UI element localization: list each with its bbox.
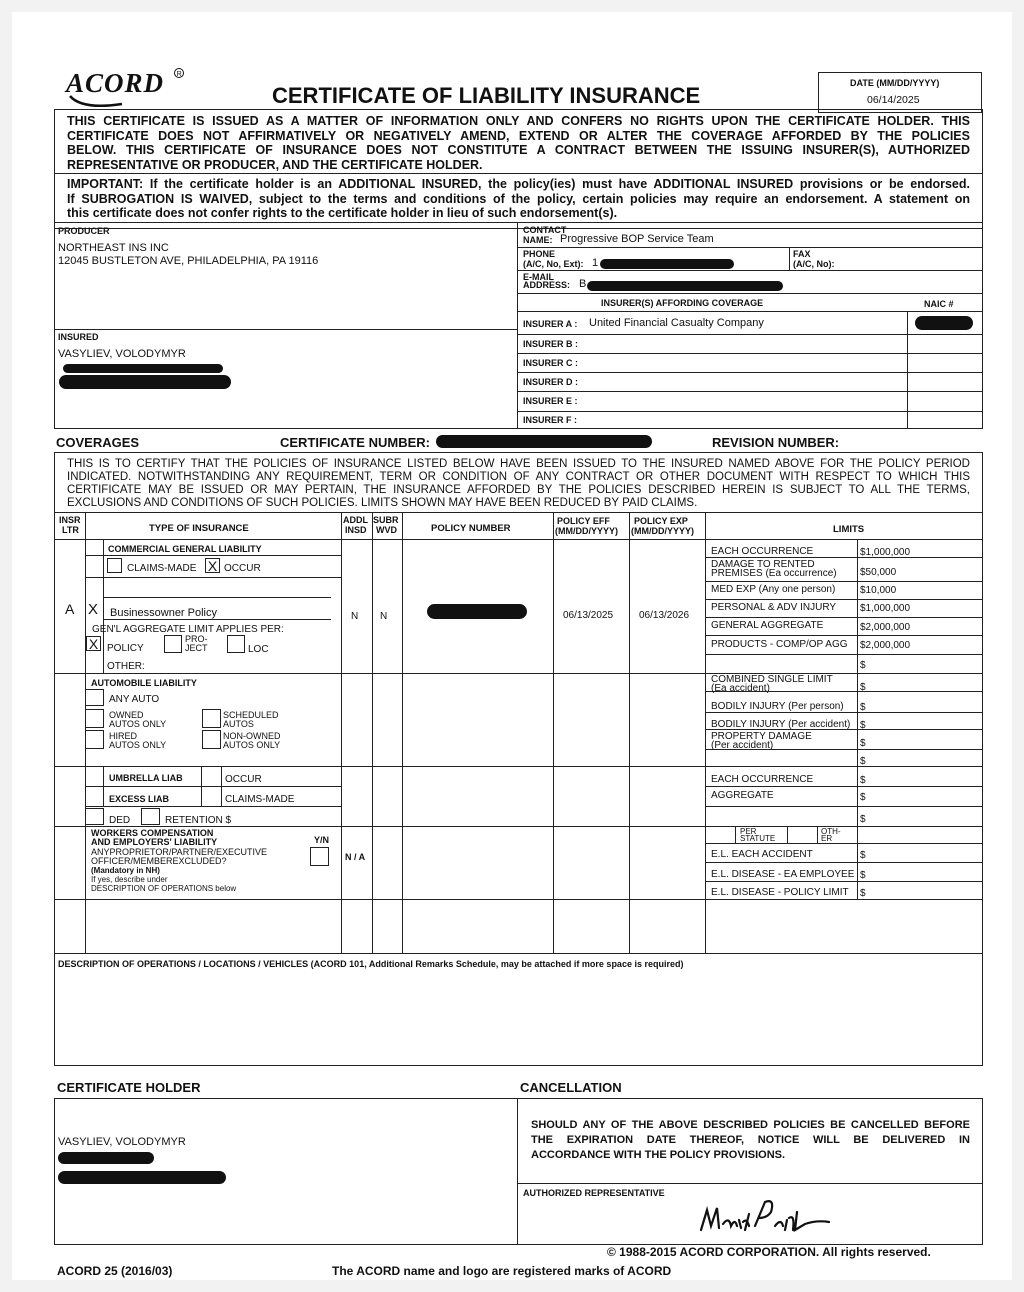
cancellation-label: CANCELLATION — [520, 1080, 622, 1095]
limit-value: $ — [860, 775, 866, 786]
date-box — [818, 72, 982, 113]
insured-name: VASYLIEV, VOLODYMYR — [58, 348, 186, 360]
insurer-d-label: INSURER D : — [523, 377, 579, 387]
email-label: ADDRESS: — [523, 280, 571, 290]
col-insr: INSR — [59, 515, 81, 525]
col-addl: ADDL — [343, 515, 368, 525]
limit-label: PROPERTY DAMAGE — [711, 731, 812, 742]
limit-label: GENERAL AGGREGATE — [711, 620, 824, 631]
holder-name: VASYLIEV, VOLODYMYR — [58, 1136, 186, 1148]
other-label: OTHER: — [107, 661, 145, 672]
policy-checkbox[interactable]: X — [86, 636, 101, 651]
important-text — [67, 177, 970, 221]
certificate-number-label: CERTIFICATE NUMBER: — [280, 435, 430, 450]
cgl-row-mark: X — [88, 601, 99, 618]
workers-title: AND EMPLOYERS' LIABILITY — [91, 837, 218, 847]
non-owned-autos-checkbox[interactable] — [202, 730, 221, 749]
cgl-subr: N — [380, 611, 388, 622]
hired-autos-checkbox[interactable] — [85, 730, 104, 749]
notice-line: THIS CERTIFICATE IS ISSUED AS A MATTER OF INFORMATION ONLY AND CONFERS NO RIGHTS UPON THE CERTIFICATE HOLDER. THIS — [67, 114, 970, 128]
scheduled-autos-label: SCHEDULED — [223, 710, 279, 720]
redacted-insured-address — [59, 375, 231, 389]
limit-value: $ — [860, 660, 866, 671]
loc-checkbox[interactable] — [227, 635, 245, 653]
redacted-policy-number — [427, 604, 527, 619]
insurer-c-label: INSURER C : — [523, 358, 579, 368]
col-addl: INSD — [345, 525, 367, 535]
cgl-policy-text: Businessowner Policy — [110, 607, 217, 619]
producer-name: NORTHEAST INS INC — [58, 242, 169, 254]
limit-value: $10,000 — [860, 585, 897, 596]
cgl-eff-date: 06/13/2025 — [563, 610, 614, 621]
trademark: The ACORD name and logo are registered marks of ACORD — [332, 1264, 672, 1278]
limit-value: $2,000,000 — [860, 640, 911, 651]
notice-line: REPRESENTATIVE OR PRODUCER, AND THE CERTIFICATE HOLDER. — [67, 157, 483, 172]
redacted-insured-address — [63, 364, 223, 373]
insurer-a-value: United Financial Casualty Company — [589, 317, 764, 329]
occur-checkbox[interactable]: X — [205, 558, 220, 573]
any-auto-checkbox[interactable] — [85, 689, 104, 706]
parties-box — [54, 222, 983, 429]
insurer-f-label: INSURER F : — [523, 415, 577, 425]
producer-address: 12045 BUSTLETON AVE, PHILADELPHIA, PA 19116 — [58, 255, 319, 267]
limit-value: $2,000,000 — [860, 622, 911, 633]
contact-name-label: NAME: — [523, 235, 553, 245]
limit-label: E.L. EACH ACCIDENT — [711, 849, 813, 860]
col-policy-number: POLICY NUMBER — [431, 523, 511, 534]
workers-na: N / A — [345, 852, 366, 862]
col-type: TYPE OF INSURANCE — [149, 523, 249, 534]
project-label: JECT — [185, 643, 208, 653]
owned-autos-label: OWNED — [109, 710, 144, 720]
limit-value: $ — [860, 814, 866, 825]
cancellation-line: THE EXPIRATION DATE THEREOF, NOTICE WILL BE DELIVERED IN — [531, 1134, 970, 1146]
limit-value: $ — [860, 756, 866, 767]
insurer-a-label: INSURER A : — [523, 319, 578, 329]
limit-value: $ — [860, 792, 866, 803]
authorized-representative-label: AUTHORIZED REPRESENTATIVE — [523, 1188, 665, 1198]
yn-label: Y/N — [314, 835, 330, 845]
important-line: this certificate does not confer rights to the certificate holder in lieu of such endorsement(s). — [67, 206, 618, 220]
limit-value: $ — [860, 850, 866, 861]
contact-label: CONTACT — [523, 225, 567, 235]
ded-label: DED — [109, 815, 131, 826]
limit-value: $50,000 — [860, 567, 897, 578]
cgl-title: COMMERCIAL GENERAL LIABILITY — [108, 544, 262, 554]
cgl-addl: N — [351, 611, 359, 622]
workers-line: DESCRIPTION OF OPERATIONS below — [91, 884, 237, 893]
redacted-certificate-number — [436, 435, 652, 448]
limit-label: E.L. DISEASE - POLICY LIMIT — [711, 887, 849, 898]
phone-label: PHONE — [523, 249, 556, 259]
limit-label: MED EXP (Any one person) — [711, 584, 836, 595]
insurer-e-label: INSURER E : — [523, 396, 578, 406]
limit-label: (Ea accident) — [711, 683, 770, 694]
fax-label: FAX — [793, 249, 811, 259]
retention-label: RETENTION $ — [165, 815, 232, 826]
redacted-naic — [915, 316, 973, 330]
limit-label: DAMAGE TO RENTED — [711, 559, 815, 570]
naic-label: NAIC # — [924, 299, 954, 309]
redacted-email — [587, 281, 783, 291]
phone-label: (A/C, No, Ext): — [523, 259, 584, 269]
form-number: ACORD 25 (2016/03) — [57, 1264, 173, 1278]
limit-value: $1,000,000 — [860, 603, 911, 614]
notice-box — [54, 109, 983, 229]
col-ltr: LTR — [62, 525, 79, 535]
redacted-holder-address — [58, 1171, 226, 1184]
project-checkbox[interactable] — [164, 635, 182, 653]
umbrella-claims-made-label: CLAIMS-MADE — [225, 794, 295, 805]
col-subr: SUBR — [373, 515, 399, 525]
other-label: ER — [821, 834, 833, 843]
redacted-holder-address — [58, 1152, 154, 1164]
col-policy-eff: POLICY EFF — [557, 516, 610, 526]
limit-label: PERSONAL & ADV INJURY — [711, 602, 837, 613]
revision-number-label: REVISION NUMBER: — [712, 435, 840, 450]
divider — [55, 173, 982, 174]
svg-text:R: R — [176, 70, 182, 78]
hired-autos-label: AUTOS ONLY — [109, 740, 167, 750]
certify-line: THIS IS TO CERTIFY THAT THE POLICIES OF INSURANCE LISTED BELOW HAVE BEEN ISSUED TO THE INSURED NAMED ABOVE FOR THE POLICY PERIOD — [67, 458, 970, 470]
limit-label: BODILY INJURY (Per person) — [711, 701, 844, 712]
insured-label: INSURED — [58, 332, 99, 342]
important-line: If SUBROGATION IS WAIVED, subject to the terms and conditions of the policy, certain policies may require an endorsement. A statement on — [67, 191, 970, 206]
notice-text — [67, 114, 970, 172]
coverages-box — [54, 452, 983, 1066]
limit-label: EACH OCCURRENCE — [711, 774, 814, 785]
certify-line: INDICATED. NOTWITHSTANDING ANY REQUIREMENT, TERM OR CONDITION OF ANY CONTRACT OR OTHER DOCUMENT WITH RESPECT TO WHICH THIS — [67, 471, 970, 483]
policy-label: POLICY — [107, 643, 144, 654]
scheduled-autos-label: AUTOS — [223, 719, 254, 729]
limit-value: $ — [860, 870, 866, 881]
limit-label: COMBINED SINGLE LIMIT — [711, 674, 833, 685]
contact-name-value: Progressive BOP Service Team — [560, 233, 714, 245]
acord-logo — [62, 64, 192, 114]
col-policy-exp: (MM/DD/YYYY) — [631, 526, 694, 536]
project-label: PRO- — [185, 634, 208, 644]
owned-autos-label: AUTOS ONLY — [109, 719, 167, 729]
hired-autos-label: HIRED — [109, 731, 138, 741]
col-policy-eff: (MM/DD/YYYY) — [555, 526, 618, 536]
excess-label: EXCESS LIAB — [109, 794, 170, 804]
aggregate-applies-label: GEN'L AGGREGATE LIMIT APPLIES PER: — [92, 624, 284, 635]
email-value: B — [579, 278, 587, 290]
owned-autos-checkbox[interactable] — [85, 709, 104, 728]
limit-value: $1,000,000 — [860, 547, 911, 558]
producer-label: PRODUCER — [58, 226, 110, 236]
date-value: 06/14/2025 — [867, 94, 920, 106]
scheduled-autos-checkbox[interactable] — [202, 709, 221, 728]
excluded-yn-checkbox[interactable] — [310, 847, 329, 866]
certify-line: EXCLUSIONS AND CONDITIONS OF SUCH POLICIES. LIMITS SHOWN MAY HAVE BEEN REDUCED BY PAID CLAIMS. — [67, 497, 698, 509]
cgl-insurer-letter: A — [65, 601, 75, 617]
col-limits: LIMITS — [833, 524, 865, 535]
umbrella-label: UMBRELLA LIAB — [109, 773, 183, 783]
limit-label: PREMISES (Ea occurrence) — [711, 568, 837, 579]
loc-label: LOC — [248, 644, 269, 655]
claims-made-checkbox[interactable] — [107, 558, 122, 573]
per-statute-label: PER — [740, 827, 757, 836]
umbrella-occur-label: OCCUR — [225, 774, 262, 785]
col-policy-exp: POLICY EXP — [634, 516, 688, 526]
any-auto-label: ANY AUTO — [109, 694, 160, 705]
notice-line: BELOW. THIS CERTIFICATE OF INSURANCE DOES NOT CONSTITUTE A CONTRACT BETWEEN THE ISSUING INSURER(S), AUTHORIZED — [67, 143, 970, 157]
certify-text — [67, 458, 970, 510]
description-label: DESCRIPTION OF OPERATIONS / LOCATIONS / VEHICLES (ACORD 101, Additional Remarks Schedule, may be attached if more space is required) — [58, 959, 684, 969]
col-subr: WVD — [376, 525, 397, 535]
limit-label: (Per accident) — [711, 740, 774, 751]
workers-line: If yes, describe under — [91, 875, 168, 884]
cgl-exp-date: 06/13/2026 — [639, 610, 690, 621]
insurers-header: INSURER(S) AFFORDING COVERAGE — [601, 298, 764, 308]
workers-line: OFFICER/MEMBEREXCLUDED? — [91, 856, 227, 866]
workers-line: ANYPROPRIETOR/PARTNER/EXECUTIVE — [91, 847, 268, 857]
page-title: CERTIFICATE OF LIABILITY INSURANCE — [272, 83, 701, 108]
workers-title: WORKERS COMPENSATION — [91, 828, 214, 838]
phone-value: 1 — [592, 257, 599, 269]
limit-label: PRODUCTS - COMP/OP AGG — [711, 639, 848, 650]
certificate-holder-label: CERTIFICATE HOLDER — [57, 1080, 201, 1095]
other-label: OTH- — [821, 827, 841, 836]
notice-line: CERTIFICATE DOES NOT AFFIRMATIVELY OR NEGATIVELY AMEND, EXTEND OR ALTER THE COVERAGE AFFORDED BY THE POLICIES — [67, 128, 970, 143]
limit-value: $ — [860, 738, 866, 749]
insurer-b-label: INSURER B : — [523, 339, 579, 349]
workers-line: (Mandatory in NH) — [91, 866, 160, 875]
limit-value: $ — [860, 888, 866, 899]
email-label: E-MAIL — [523, 272, 554, 282]
limit-label: EACH OCCURRENCE — [711, 546, 814, 557]
claims-made-label: CLAIMS-MADE — [127, 563, 197, 574]
fax-label: (A/C, No): — [793, 259, 835, 269]
per-statute-label: STATUTE — [740, 834, 776, 843]
limit-value: $ — [860, 702, 866, 713]
limit-label: AGGREGATE — [711, 790, 774, 801]
auto-title: AUTOMOBILE LIABILITY — [91, 678, 197, 688]
ded-checkbox[interactable] — [85, 808, 104, 825]
non-owned-autos-label: NON-OWNED — [223, 731, 281, 741]
important-line: IMPORTANT: If the certificate holder is an ADDITIONAL INSURED, the policy(ies) must have ADDITIONAL INSURED provisions or be endorsed. — [67, 177, 970, 191]
certify-line: CERTIFICATE MAY BE ISSUED OR MAY PERTAIN, THE INSURANCE AFFORDED BY THE POLICIES DESCRIBED HEREIN IS SUBJECT TO ALL THE TERMS, — [67, 484, 970, 496]
copyright: © 1988-2015 ACORD CORPORATION. All rights reserved. — [607, 1245, 931, 1259]
cancellation-line: SHOULD ANY OF THE ABOVE DESCRIBED POLICIES BE CANCELLED BEFORE — [531, 1119, 970, 1131]
redacted-phone — [600, 259, 734, 269]
certificate-page — [12, 12, 1012, 1280]
cancellation-text — [531, 1118, 970, 1163]
occur-label: OCCUR — [224, 563, 261, 574]
limit-label: E.L. DISEASE - EA EMPLOYEE — [711, 869, 855, 880]
logo-text: ACORD — [66, 68, 165, 98]
cancellation-line: ACCORDANCE WITH THE POLICY PROVISIONS. — [531, 1149, 786, 1161]
holder-box — [54, 1098, 983, 1245]
limit-label: BODILY INJURY (Per accident) — [711, 719, 851, 730]
signature — [695, 1196, 835, 1241]
coverages-label: COVERAGES — [56, 435, 140, 450]
non-owned-autos-label: AUTOS ONLY — [223, 740, 281, 750]
retention-checkbox[interactable] — [141, 808, 160, 825]
limit-value: $ — [860, 682, 866, 693]
limit-value: $ — [860, 720, 866, 731]
date-label: DATE (MM/DD/YYYY) — [850, 78, 940, 88]
